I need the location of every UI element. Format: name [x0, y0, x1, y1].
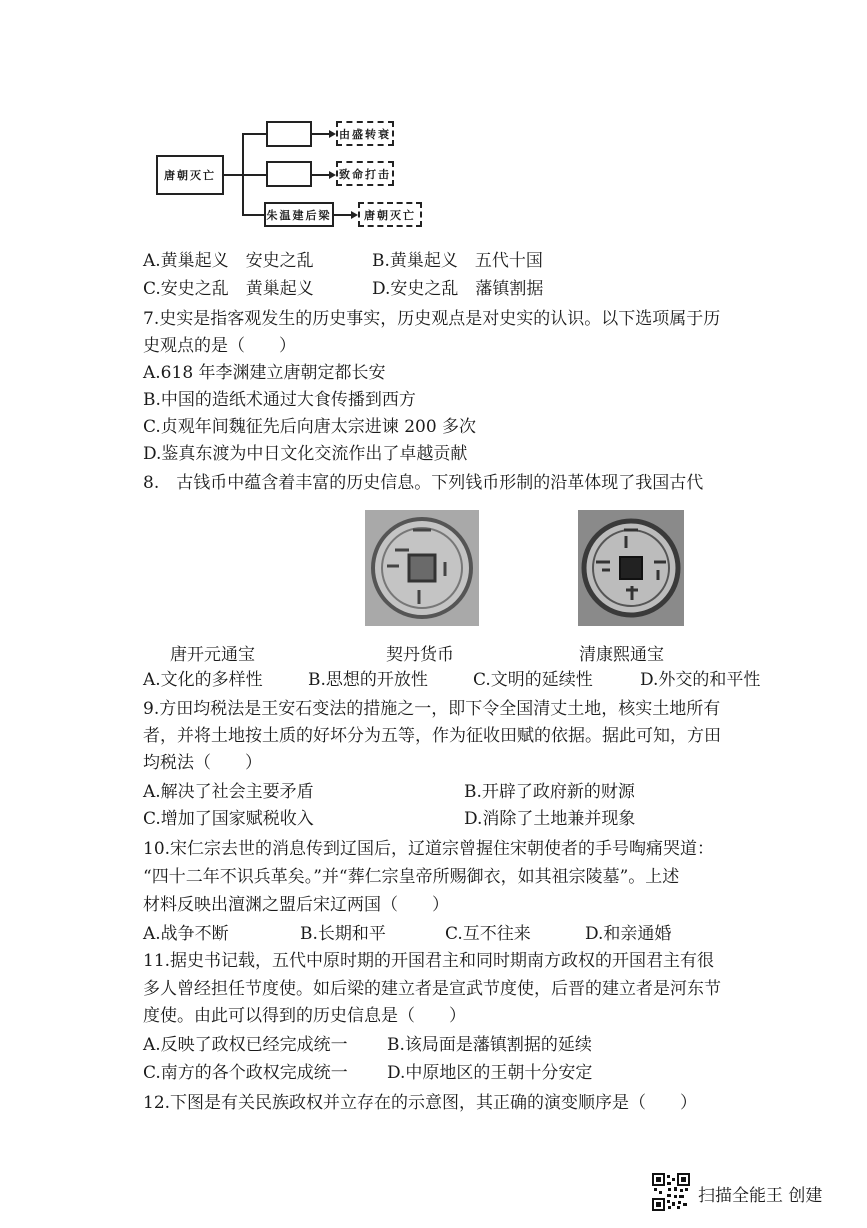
- arrow-right-icon: [329, 171, 336, 179]
- q6-option-b: B.黄巢起义 五代十国: [372, 251, 543, 271]
- q6-option-d: D.安史之乱 藩镇割据: [372, 279, 544, 299]
- q12-stem: 12.下图是有关民族政权并立存在的示意图，其正确的演变顺序是（ ）: [143, 1093, 698, 1113]
- diagram-root-label: 唐朝灭亡: [164, 169, 216, 182]
- q10-option-b: B.长期和平: [300, 924, 386, 944]
- diagram-blank-box-2: [266, 161, 312, 187]
- scanner-watermark: 扫描全能王 创建: [698, 1186, 823, 1206]
- q11-option-b: B.该局面是藩镇割据的延续: [387, 1035, 592, 1055]
- diagram-connector: [242, 214, 266, 216]
- q11-option-c: C.南方的各个政权完成统一: [143, 1063, 348, 1083]
- diagram-result-label: 唐朝灭亡: [364, 208, 416, 222]
- q10-option-a: A.战争不断: [143, 924, 229, 944]
- arrow-right-icon: [351, 211, 358, 219]
- q9-option-c: C.增加了国家赋税收入: [143, 809, 314, 829]
- diagram-connector: [242, 174, 266, 176]
- q10-stem: 10.宋仁宗去世的消息传到辽国后，辽道宗曾握住宋朝使者的手号啕痛哭道：: [143, 839, 715, 859]
- diagram-connector: [242, 133, 266, 135]
- diagram-result-box-1: [336, 121, 394, 146]
- tang-kaiyuan-coin-image: [365, 510, 479, 626]
- q6-option-c: C.安史之乱 黄巢起义: [143, 279, 314, 299]
- coin-caption-tang: 唐开元通宝: [170, 645, 255, 665]
- diagram-result-label: 致命打击: [339, 167, 391, 181]
- q7-option-a: A.618 年李渊建立唐朝定都长安: [143, 363, 386, 383]
- q11-stem: 度使。由此可以得到的历史信息是（ ）: [143, 1006, 466, 1026]
- diagram-arrow-line: [312, 133, 330, 135]
- qr-code-icon: [652, 1173, 690, 1211]
- q8-stem: 8. 古钱币中蕴含着丰富的历史信息。下列钱币形制的沿革体现了我国古代: [143, 473, 704, 493]
- q8-option-a: A.文化的多样性: [143, 670, 263, 690]
- q9-stem: 9.方田均税法是王安石变法的措施之一，即下令全国清丈土地，核实土地所有: [143, 699, 721, 719]
- coin-caption-khitan: 契丹货币: [386, 645, 454, 665]
- khitan-coin-image: [578, 510, 684, 626]
- arrow-right-icon: [329, 130, 336, 138]
- q7-stem: 史观点的是（ ）: [143, 336, 296, 356]
- q11-option-a: A.反映了政权已经完成统一: [143, 1035, 348, 1055]
- q9-option-b: B.开辟了政府新的财源: [464, 782, 635, 802]
- diagram-blank-box-1: [266, 121, 312, 147]
- q6-option-a: A.黄巢起义 安史之乱: [143, 251, 314, 271]
- diagram-result-label: 由盛转衰: [339, 127, 391, 141]
- q7-option-b: B.中国的造纸术通过大食传播到西方: [143, 390, 416, 410]
- q7-option-d: D.鉴真东渡为中日文化交流作出了卓越贡献: [143, 444, 468, 464]
- q10-stem: 材料反映出澶渊之盟后宋辽两国（ ）: [143, 895, 449, 915]
- q9-option-d: D.消除了土地兼并现象: [464, 809, 636, 829]
- q11-stem: 11.据史书记载，五代中原时期的开国君主和同时期南方政权的开国君主有很: [143, 951, 715, 971]
- q9-stem: 均税法（ ）: [143, 753, 262, 773]
- diagram-arrow-line: [334, 214, 352, 216]
- diagram-root-box: [156, 155, 224, 195]
- coin-caption-qing: 清康熙通宝: [579, 645, 664, 665]
- q10-option-c: C.互不往来: [445, 924, 531, 944]
- q11-option-d: D.中原地区的王朝十分安定: [387, 1063, 593, 1083]
- diagram-mid-label: 朱温建后梁: [266, 208, 332, 222]
- q10-option-d: D.和亲通婚: [585, 924, 672, 944]
- diagram-connector: [224, 174, 244, 176]
- diagram-mid-box-3: [264, 202, 334, 227]
- q8-option-c: C.文明的延续性: [473, 670, 593, 690]
- diagram-result-box-2: [336, 161, 394, 186]
- q7-stem: 7.史实是指客观发生的历史事实，历史观点是对史实的认识。以下选项属于历: [143, 309, 721, 329]
- q10-stem: “四十二年不识兵革矣。”并“葬仁宗皇帝所赐御衣，如其祖宗陵墓”。上述: [143, 867, 680, 887]
- q8-option-d: D.外交的和平性: [640, 670, 761, 690]
- q8-option-b: B.思想的开放性: [308, 670, 428, 690]
- diagram-arrow-line: [312, 174, 330, 176]
- q9-option-a: A.解决了社会主要矛盾: [143, 782, 314, 802]
- diagram-result-box-3: [358, 202, 422, 227]
- q9-stem: 者，并将土地按土质的好坏分为五等，作为征收田赋的依据。据此可知，方田: [143, 726, 721, 746]
- q7-option-c: C.贞观年间魏征先后向唐太宗进谏 200 多次: [143, 417, 477, 437]
- q11-stem: 多人曾经担任节度使。如后梁的建立者是宣武节度使，后晋的建立者是河东节: [143, 979, 721, 999]
